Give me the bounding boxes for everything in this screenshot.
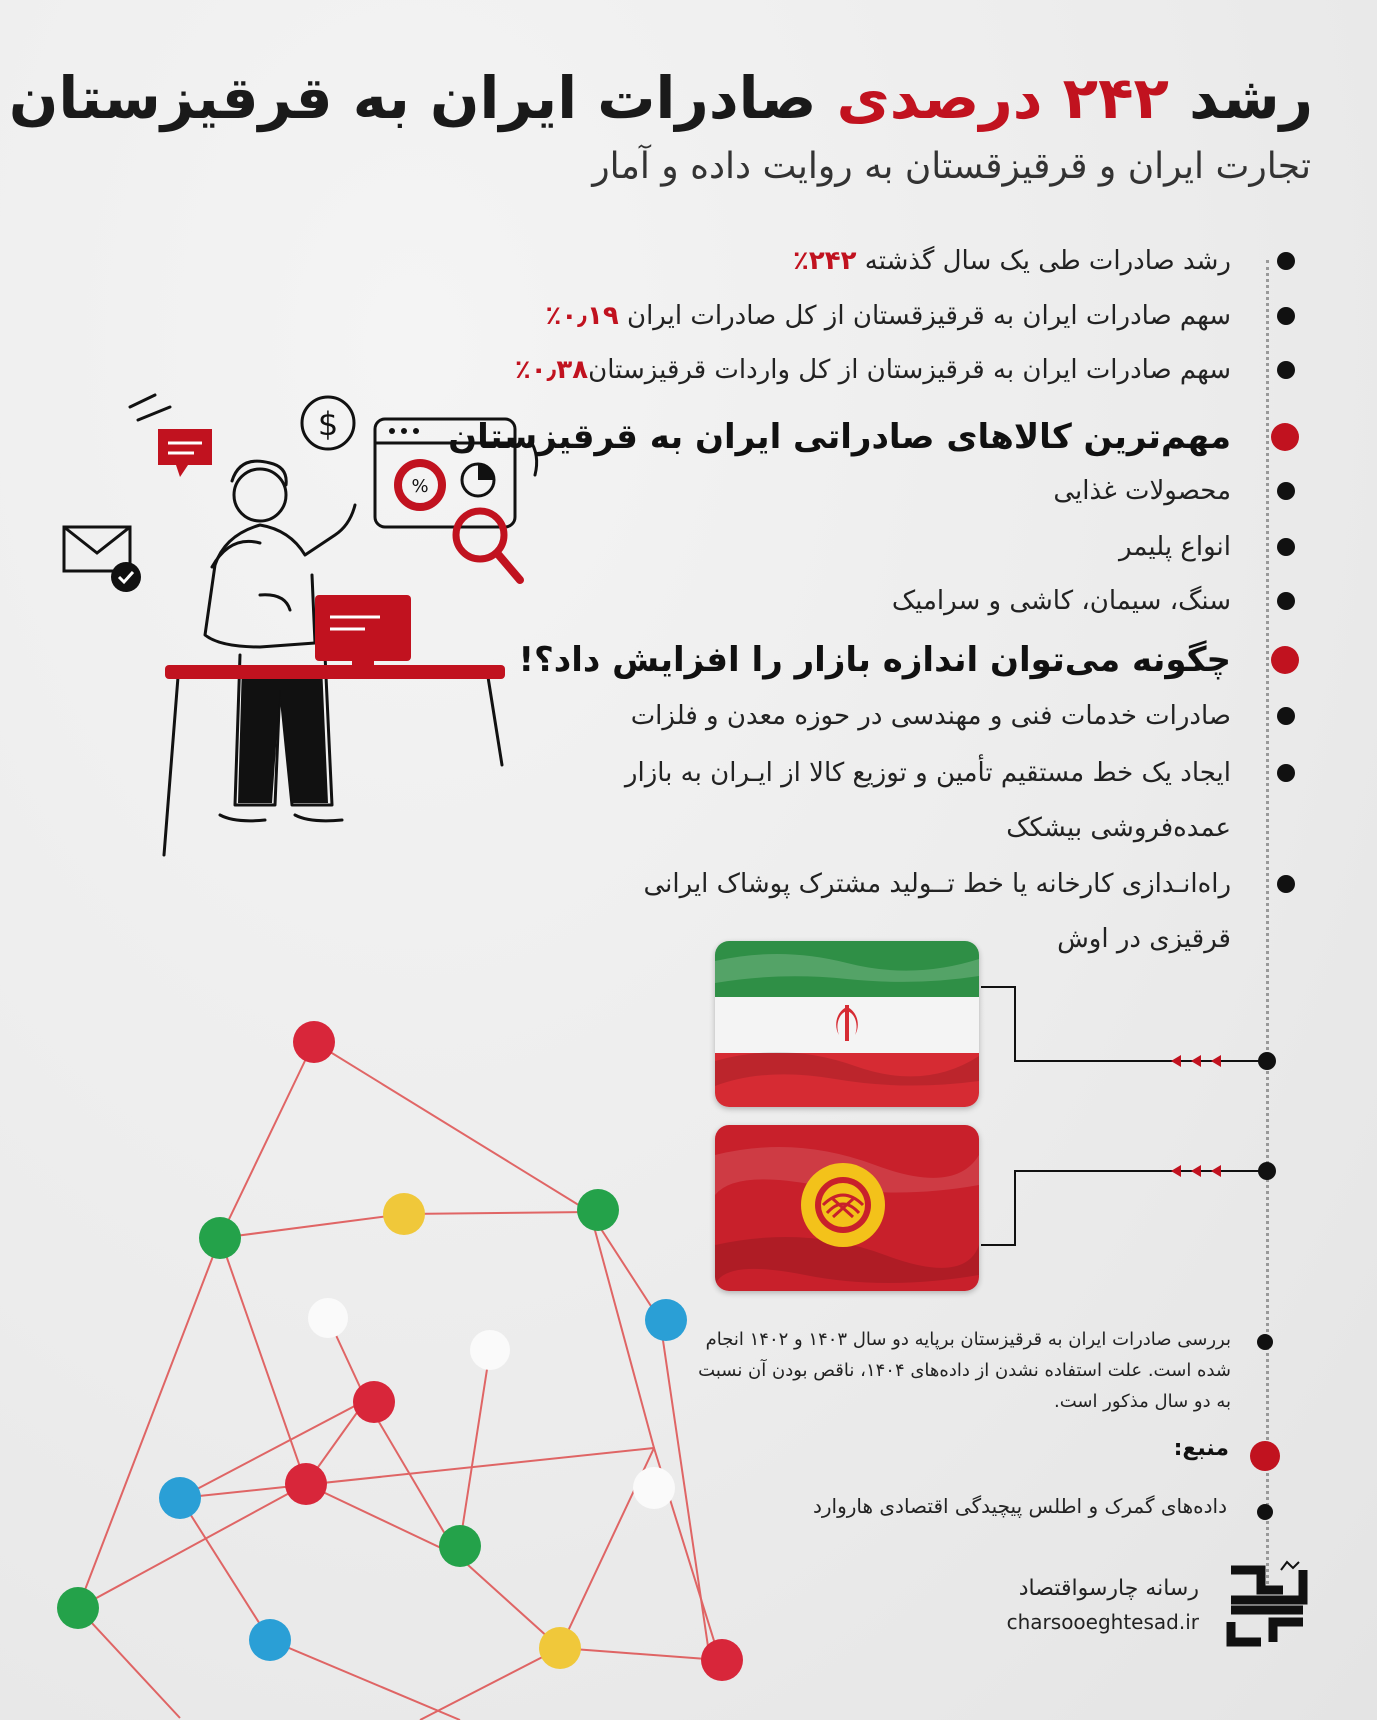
brand-name: رسانه چارسواقتصاد <box>1018 1576 1199 1601</box>
goods-item: محصولات غذایی <box>1053 476 1231 506</box>
bullet-dot <box>1277 361 1295 379</box>
market-heading: چگونه می‌توان اندازه بازار را افزایش داد؟! <box>518 640 1231 680</box>
svg-text:$: $ <box>317 405 339 443</box>
market-item: قرقیزی در اوش <box>1057 924 1231 954</box>
market-item: ایجاد یک خط مستقیم تأمین و توزیع کالا از ایـران به بازار <box>624 758 1231 788</box>
page-title <box>8 58 1313 138</box>
stat-value: ۰٫۱۹٪ <box>545 301 619 331</box>
chat-bubble-icon <box>158 429 212 477</box>
envelope-icon <box>64 527 141 592</box>
market-item: راه‌انـدازی کارخانه یا خط تــولید مشترک پوشاک ایرانی <box>643 869 1231 899</box>
bullet-dot <box>1277 307 1295 325</box>
goods-item: سنگ، سیمان، کاشی و سرامیک <box>891 586 1231 616</box>
stat-value: ۰٫۳۸٪ <box>514 355 589 385</box>
title-part1: رشد <box>1168 64 1313 132</box>
bullet-dot <box>1257 1334 1273 1350</box>
pin-heads <box>57 1021 743 1681</box>
title-highlight: ۲۴۲ درصدی <box>836 64 1169 132</box>
svg-text:%: % <box>411 476 429 497</box>
stat-text: سهم صادرات ایران به قرقیزقستان از کل صادرات ایران <box>618 301 1231 331</box>
person-illustration <box>60 385 560 865</box>
bullet-dot <box>1277 482 1295 500</box>
bullet-dot <box>1277 252 1295 270</box>
pie-chart-icon <box>398 463 494 507</box>
bullet-dot <box>1257 1504 1273 1520</box>
source-label: منبع: <box>1173 1436 1229 1461</box>
stat-row <box>413 235 1313 287</box>
section-dot <box>1250 1441 1280 1471</box>
bullet-dot <box>1277 538 1295 556</box>
section-dot <box>1271 423 1299 451</box>
goods-heading: مهم‌ترین کالاهای صادراتی ایران به قرقیزستان <box>448 417 1231 457</box>
stat-text: رشد صادرات طی یک سال گذشته <box>856 246 1231 276</box>
market-item: عمده‌فروشی بیشکک <box>1006 813 1231 843</box>
bullet-dot <box>1277 707 1295 725</box>
bullet-dot <box>1277 764 1295 782</box>
flag-connectors <box>975 975 1295 1265</box>
source-text: داده‌های گمرک و اطلس پیچیدگی اقتصادی هاروارد <box>812 1494 1227 1518</box>
stat-row <box>413 290 1313 342</box>
magnifier-icon <box>456 511 520 580</box>
footnote: بررسی صادرات ایران به قرقیزستان برپایه دو سال ۱۴۰۳ و ۱۴۰۲ انجام شده است. علت استفاده نشدن از داده‌های ۱۴۰۴، ناقص بودن آن نسبت به دو سال مذکور است. <box>698 1329 1231 1412</box>
monitor-icon <box>315 595 411 669</box>
network-pins-decoration <box>0 1000 780 1720</box>
title-part2: صادرات ایران به قرقیزستان <box>8 64 837 132</box>
list-item <box>413 858 1313 910</box>
stat-value: ۲۴۲٪ <box>793 246 857 276</box>
section-dot <box>1271 646 1299 674</box>
dollar-icon <box>302 397 354 449</box>
goods-item: انواع پلیمر <box>1119 532 1231 562</box>
logo-icon <box>1221 1560 1313 1652</box>
page-subtitle: تجارت ایران و قرقیزقستان به روایت داده و آمار <box>592 146 1311 187</box>
market-item: صادرات خدمات فنی و مهندسی در حوزه معدن و فلزات <box>630 701 1231 731</box>
bullet-dot <box>1277 592 1295 610</box>
bullet-dot <box>1277 875 1295 893</box>
stat-text: سهم صادرات ایران به قرقیزستان از کل واردات قرقیزستان <box>588 355 1231 385</box>
brand-url: charsooeghtesad.ir <box>1006 1610 1199 1634</box>
